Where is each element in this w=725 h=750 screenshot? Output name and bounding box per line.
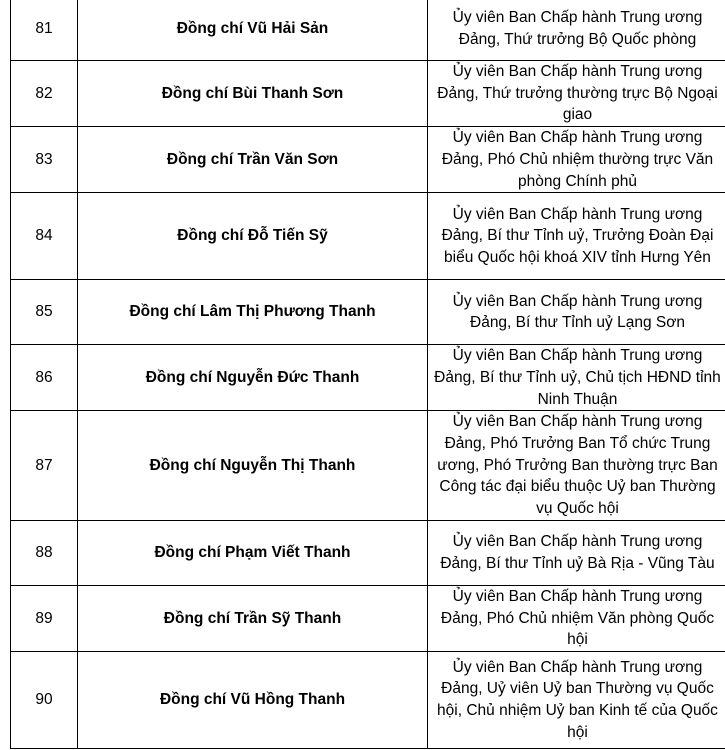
row-number: 85 (11, 280, 78, 345)
row-number: 81 (11, 0, 78, 61)
member-table (10, 0, 725, 749)
table-row (11, 0, 725, 61)
table-row (11, 651, 725, 748)
table-row (11, 345, 725, 411)
member-name: Đồng chí Bùi Thanh Sơn (78, 61, 428, 127)
member-name: Đồng chí Trần Văn Sơn (78, 127, 428, 193)
row-number: 90 (11, 651, 78, 748)
member-name: Đồng chí Vũ Hải Sản (78, 0, 428, 61)
member-name: Đồng chí Trần Sỹ Thanh (78, 585, 428, 651)
member-position: Ủy viên Ban Chấp hành Trung ương Đảng, Uỷ viên Uỷ ban Thường vụ Quốc hội, Chủ nhiệm Uỷ ban Kinh tế của Quốc hội (428, 651, 725, 748)
member-name: Đồng chí Đỗ Tiến Sỹ (78, 193, 428, 280)
row-number: 87 (11, 411, 78, 521)
table-row (11, 61, 725, 127)
table-row (11, 193, 725, 280)
member-position: Ủy viên Ban Chấp hành Trung ương Đảng, Phó Chủ nhiệm Văn phòng Quốc hội (428, 585, 725, 651)
member-position: Ủy viên Ban Chấp hành Trung ương Đảng, Thứ trưởng Bộ Quốc phòng (428, 0, 725, 61)
table-row (11, 411, 725, 521)
row-number: 82 (11, 61, 78, 127)
row-number: 88 (11, 520, 78, 585)
row-number: 84 (11, 193, 78, 280)
table-row (11, 520, 725, 585)
member-position: Ủy viên Ban Chấp hành Trung ương Đảng, Bí thư Tỉnh uỷ, Trưởng Đoàn Đại biểu Quốc hội khoá XIV tỉnh Hưng Yên (428, 193, 725, 280)
member-position: Ủy viên Ban Chấp hành Trung ương Đảng, Phó Chủ nhiệm thường trực Văn phòng Chính phủ (428, 127, 725, 193)
member-name: Đồng chí Vũ Hồng Thanh (78, 651, 428, 748)
member-position: Ủy viên Ban Chấp hành Trung ương Đảng, Phó Trưởng Ban Tổ chức Trung ương, Phó Trưởng Ban thường trực Ban Công tác đại biểu thuộc Uỷ ban Thường vụ Quốc hội (428, 411, 725, 521)
table-row (11, 585, 725, 651)
row-number: 89 (11, 585, 78, 651)
member-position: Ủy viên Ban Chấp hành Trung ương Đảng, Bí thư Tỉnh uỷ, Chủ tịch HĐND tỉnh Ninh Thuận (428, 345, 725, 411)
row-number: 86 (11, 345, 78, 411)
table-row (11, 280, 725, 345)
member-name: Đồng chí Nguyễn Đức Thanh (78, 345, 428, 411)
table-row (11, 127, 725, 193)
member-name: Đồng chí Phạm Viết Thanh (78, 520, 428, 585)
member-position: Ủy viên Ban Chấp hành Trung ương Đảng, Bí thư Tỉnh uỷ Bà Rịa - Vũng Tàu (428, 520, 725, 585)
member-name: Đồng chí Nguyễn Thị Thanh (78, 411, 428, 521)
member-position: Ủy viên Ban Chấp hành Trung ương Đảng, Bí thư Tỉnh uỷ Lạng Sơn (428, 280, 725, 345)
member-name: Đồng chí Lâm Thị Phương Thanh (78, 280, 428, 345)
member-position: Ủy viên Ban Chấp hành Trung ương Đảng, Thứ trưởng thường trực Bộ Ngoại giao (428, 61, 725, 127)
row-number: 83 (11, 127, 78, 193)
